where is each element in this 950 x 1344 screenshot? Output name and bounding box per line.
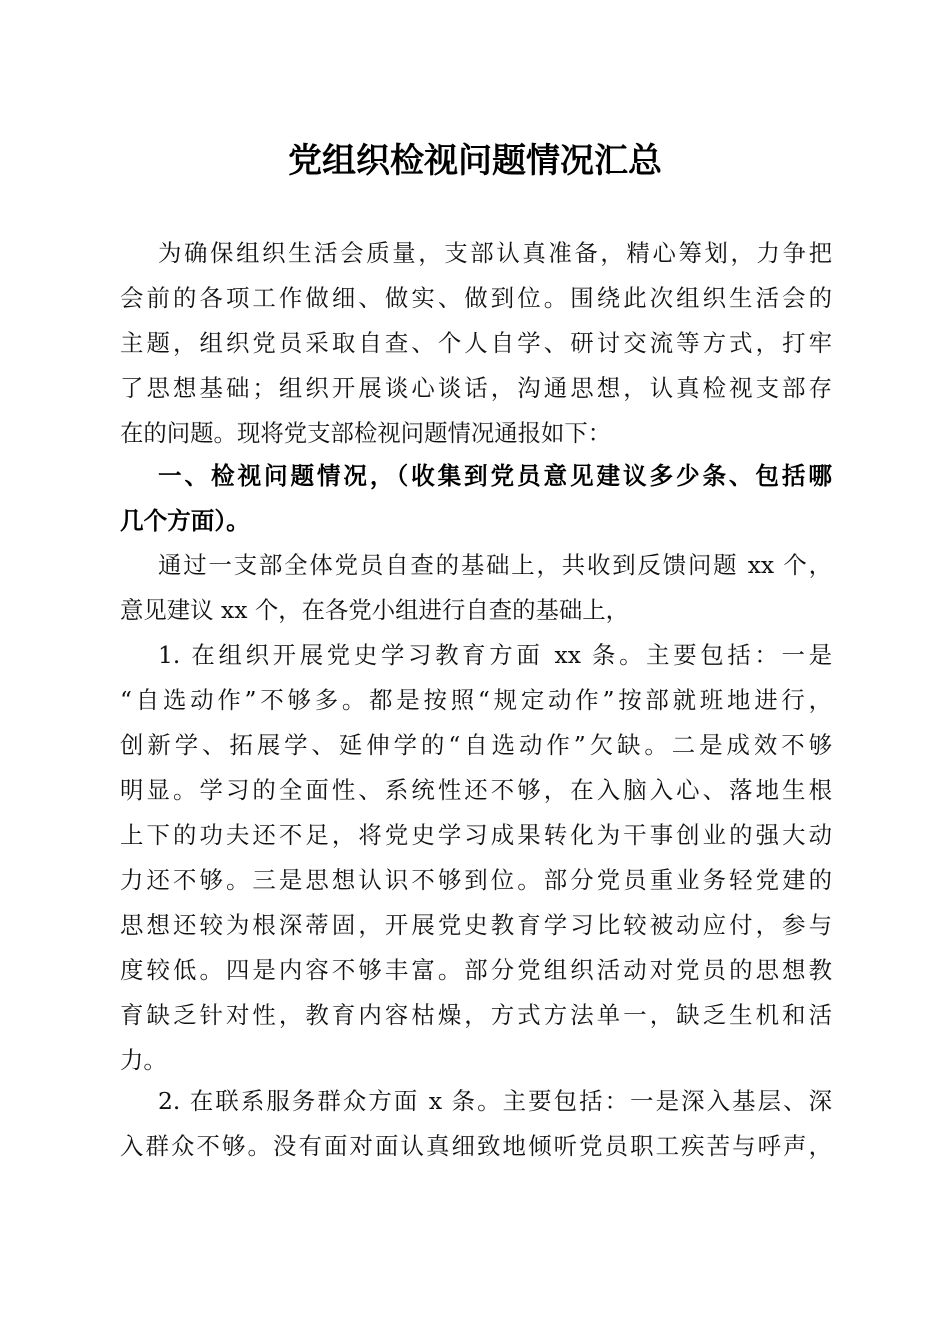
- item-1-paragraph: [120, 633, 832, 1083]
- text-line: 上下的功夫还不足，将党史学习成果转化为干事创业的强大动: [120, 821, 832, 849]
- section-heading-1: [120, 454, 832, 544]
- text-line: 会前的各项工作做细、做实、做到位。围绕此次组织生活会的: [120, 284, 832, 312]
- intro-paragraph: [120, 231, 832, 456]
- text-line: “自选动作”不够多。都是按照“规定动作”按部就班地进行，: [120, 686, 832, 714]
- text-line: 力还不够。三是思想认识不够到位。部分党员重业务轻党建的: [120, 866, 832, 894]
- text-line: 通过一支部全体党员自查的基础上，共收到反馈问题 xx 个，: [158, 551, 832, 579]
- text-line: 主题，组织党员采取自查、个人自学、研讨交流等方式，打牢: [120, 329, 832, 357]
- text-line: 入群众不够。没有面对面认真细致地倾听党员职工疾苦与呼声，: [120, 1132, 832, 1160]
- text-line: 在的问题。现将党支部检视问题情况通报如下：: [120, 419, 612, 447]
- text-line: 了思想基础；组织开展谈心谈话，沟通思想，认真检视支部存: [120, 374, 832, 402]
- heading-line: 一、检视问题情况，（收集到党员意见建议多少条、包括哪: [158, 462, 832, 490]
- text-line: 明显。学习的全面性、系统性还不够，在入脑入心、落地生根: [120, 776, 832, 804]
- text-line: 意见建议 xx 个，在各党小组进行自查的基础上，: [120, 596, 630, 624]
- heading-line: 几个方面）。: [120, 507, 250, 535]
- document-title: 党组织检视问题情况汇总: [288, 141, 662, 181]
- item-2-paragraph: [120, 1079, 832, 1169]
- section1-paragraph: [120, 543, 832, 633]
- text-line: 1. 在组织开展党史学习教育方面 xx 条。主要包括：一是: [158, 641, 832, 669]
- text-line: 度较低。四是内容不够丰富。部分党组织活动对党员的思想教: [120, 956, 832, 984]
- text-line: 为确保组织生活会质量，支部认真准备，精心筹划，力争把: [158, 239, 832, 267]
- text-line: 2. 在联系服务群众方面 x 条。主要包括：一是深入基层、深: [158, 1087, 832, 1115]
- text-line: 育缺乏针对性，教育内容枯燥，方式方法单一，缺乏生机和活: [120, 1001, 832, 1029]
- text-line: 思想还较为根深蒂固，开展党史教育学习比较被动应付，参与: [120, 911, 832, 939]
- text-line: 力。: [120, 1046, 167, 1074]
- text-line: 创新学、拓展学、延伸学的“自选动作”欠缺。二是成效不够: [120, 731, 832, 759]
